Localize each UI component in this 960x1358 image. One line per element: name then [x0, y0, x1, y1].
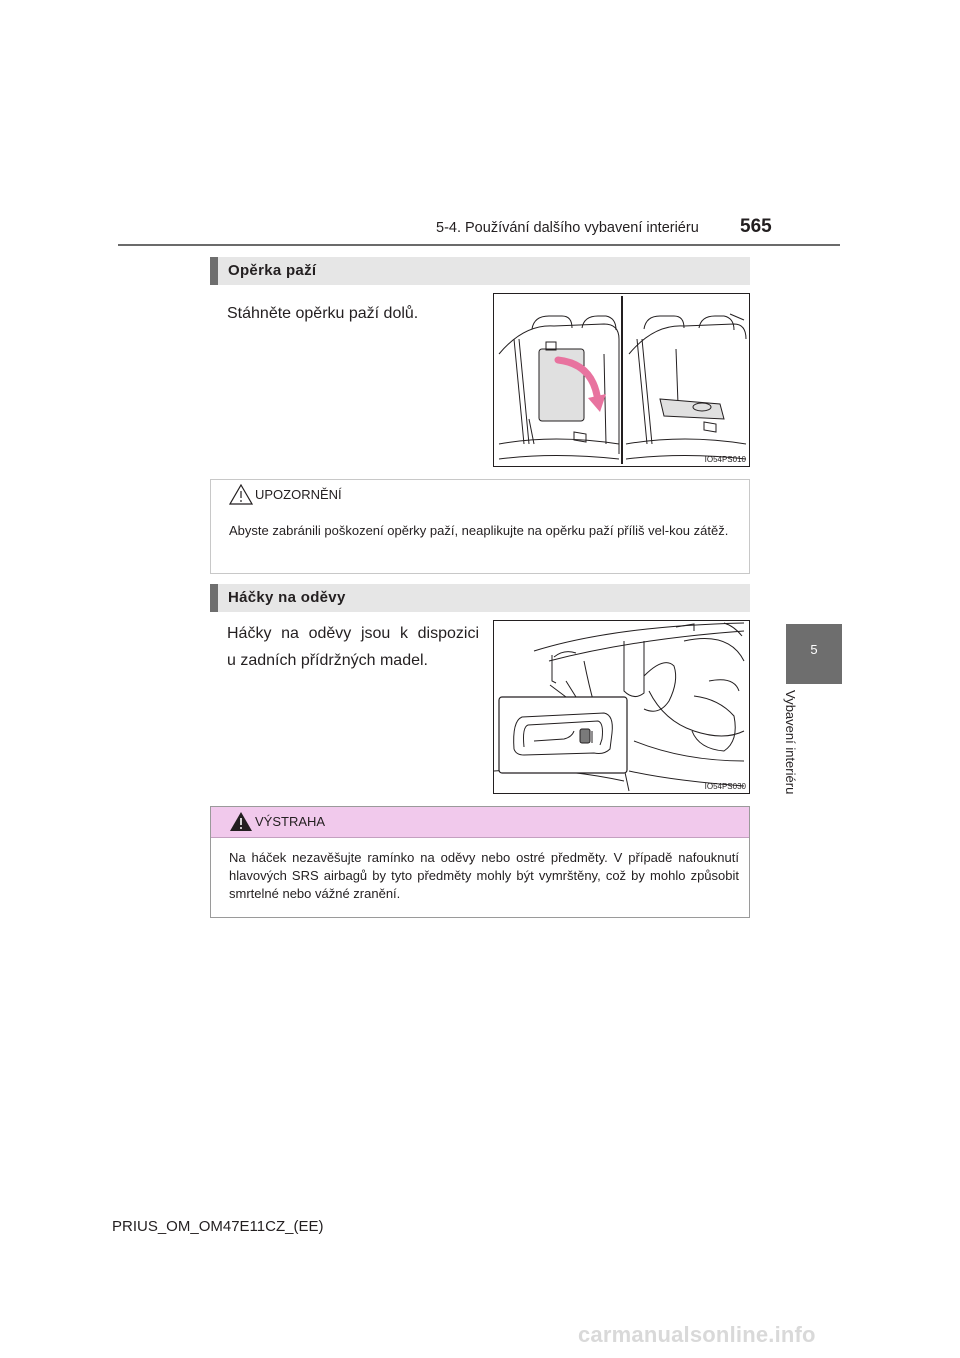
- coat-hook-drawing: [494, 621, 749, 793]
- coat-hooks-text-line2: u zadních přídržných madel.: [227, 652, 428, 669]
- document-code: PRIUS_OM_OM47E11CZ_(EE): [112, 1218, 324, 1235]
- coat-hooks-text-line1: Háčky na oděvy jsou k dispozici: [227, 625, 479, 642]
- section-heading-armrest-label: Opěrka paží: [228, 262, 317, 279]
- armrest-figure-code: IO54PS010: [704, 455, 746, 464]
- section-heading-armrest: [210, 257, 750, 285]
- chapter-number: 5: [810, 642, 818, 657]
- watermark: carmanualsonline.info: [578, 1322, 816, 1347]
- caution-triangle-outline-icon: [229, 484, 253, 505]
- coat-hook-illustration: [493, 620, 750, 794]
- armrest-drawing: [494, 294, 749, 466]
- caution-box: [210, 479, 750, 574]
- caution-label: UPOZORNĚNÍ: [255, 487, 342, 502]
- warning-box: [210, 806, 750, 918]
- chapter-title-vertical: [783, 690, 805, 820]
- fold-down-arrowhead: [588, 394, 606, 412]
- header-section-title: 5-4. Používání dalšího vybavení interiéru: [436, 220, 699, 236]
- coat-hook-figure-code: IO54PS030: [704, 782, 746, 791]
- armrest-illustration: [493, 293, 750, 467]
- caution-header: [211, 480, 749, 510]
- warning-label: VÝSTRAHA: [255, 814, 326, 829]
- warning-triangle-filled-icon: [229, 811, 253, 832]
- section-heading-coat-hooks: [210, 584, 750, 612]
- page-number: 565: [740, 216, 772, 237]
- caution-text: Abyste zabránili poškození opěrky paží, neaplikujte na opěrku paží příliš vel-kou zátěž.: [229, 523, 729, 538]
- section-heading-coat-hooks-label: Háčky na oděvy: [228, 589, 346, 606]
- armrest-instruction: Stáhněte opěrku paží dolů.: [227, 305, 419, 322]
- coat-hook-detail: [580, 729, 590, 743]
- chapter-title: Vybavení interiéru: [783, 690, 798, 795]
- warning-text: Na háček nezavěšujte ramínko na oděvy nebo ostré předměty. V případě nafouknutí hlavových SRS airbagů by tyto předměty mohly být vymrštěny, což by mohlo způsobit smrtelné nebo vážné zranění.: [229, 850, 739, 901]
- header-divider: [118, 244, 840, 246]
- warning-header: [211, 807, 749, 838]
